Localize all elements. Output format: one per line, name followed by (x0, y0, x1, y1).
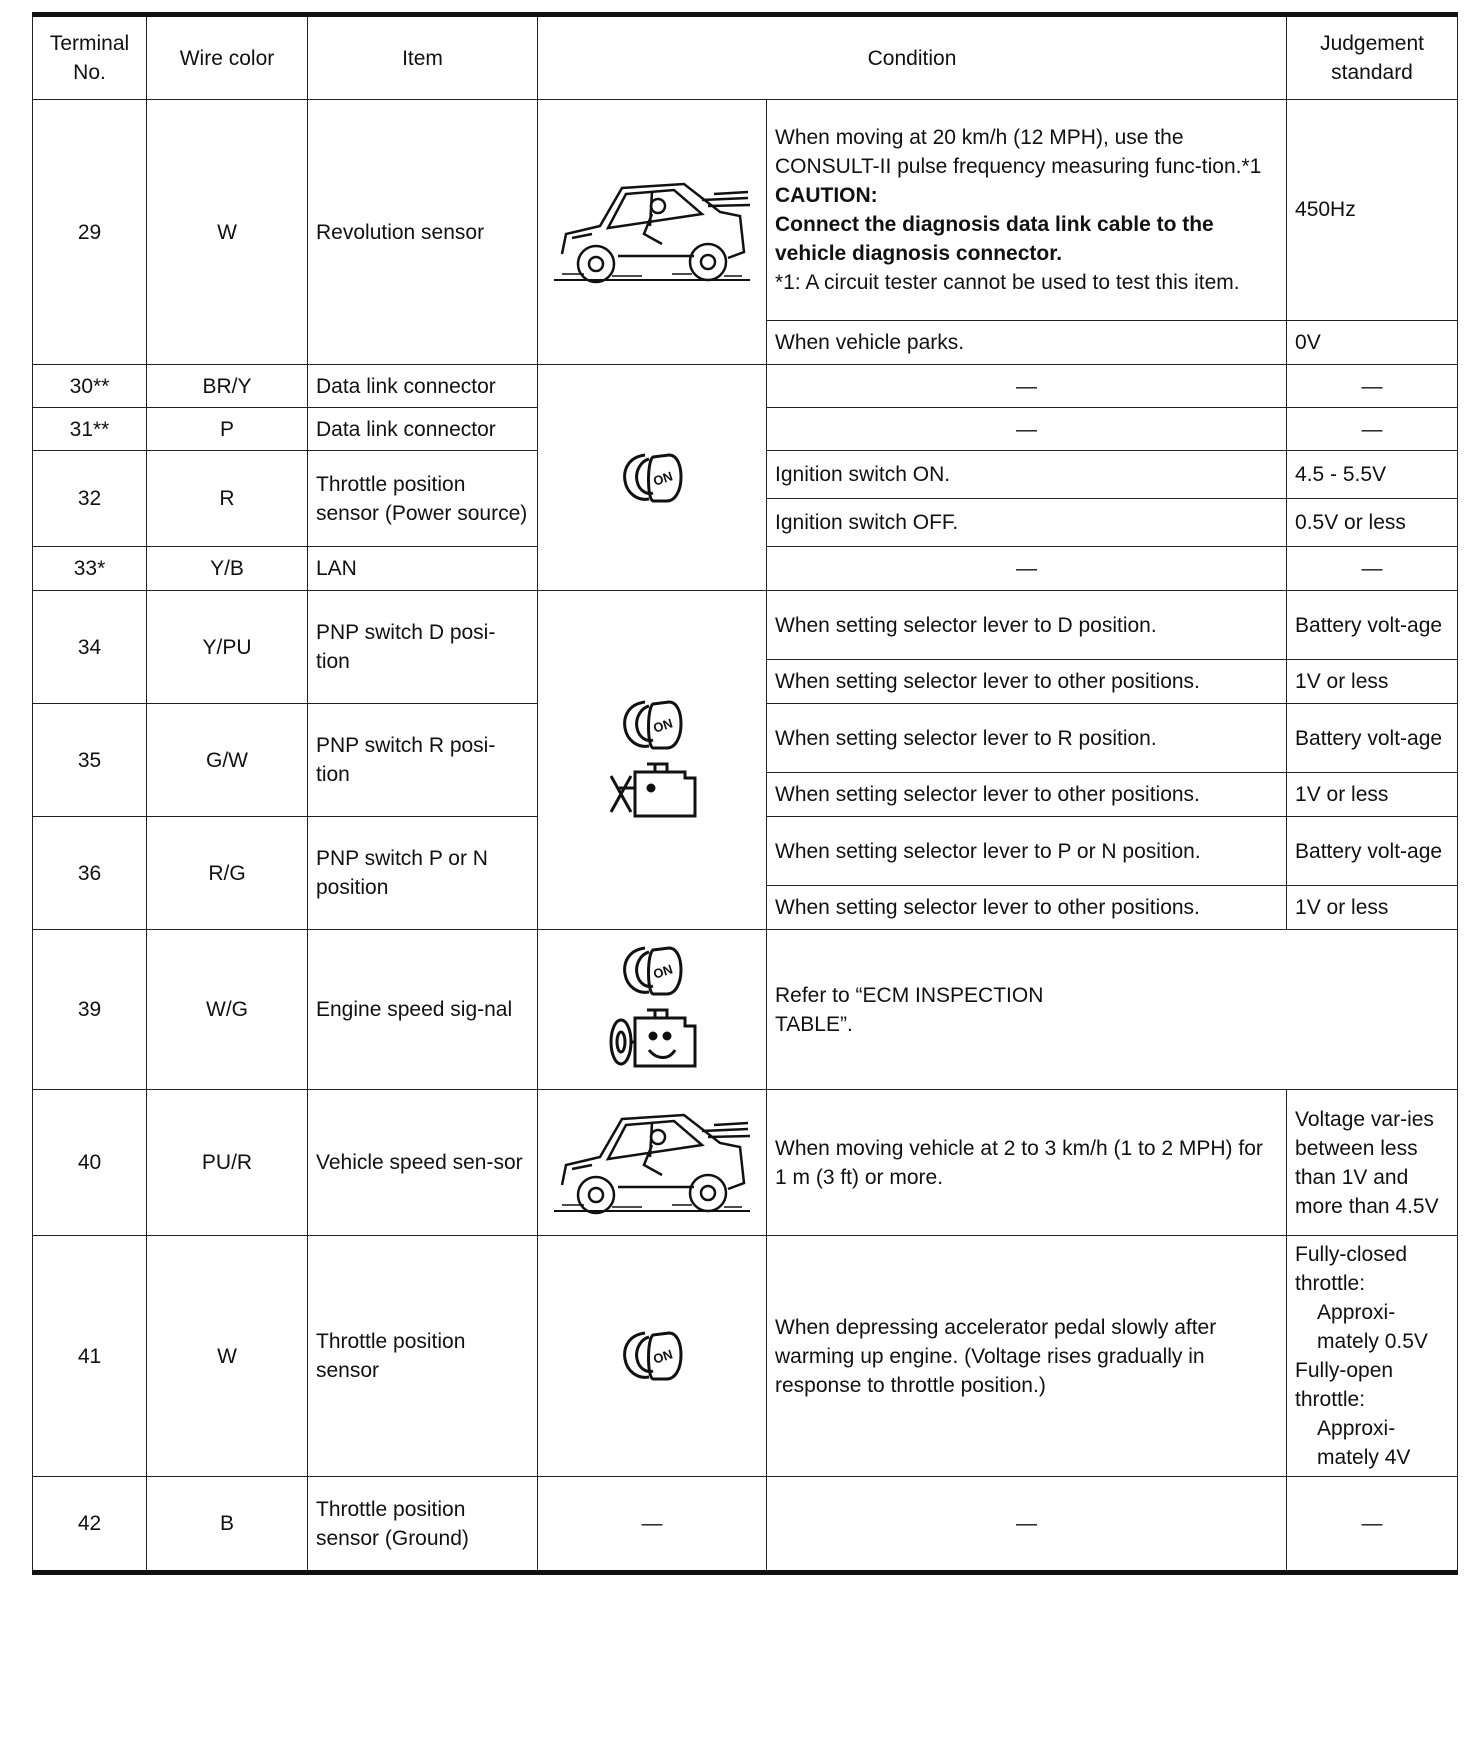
condition-text: When moving at 20 km/h (12 MPH), use the CONSULT-II pulse frequency measuring func-tion.*1 (775, 126, 1262, 178)
judgement-cell (1287, 1236, 1458, 1477)
item-cell: LAN (308, 547, 538, 591)
judgement-cell: 4.5 - 5.5V (1287, 451, 1458, 499)
judgement-cell: Battery volt-age (1287, 817, 1458, 886)
judgement-text: Fully-open throttle: (1295, 1359, 1394, 1411)
judgement-cell: 0.5V or less (1287, 499, 1458, 547)
svg-text:ON: ON (651, 960, 675, 982)
terminal-cell: 34 (33, 591, 147, 704)
judgement-text: Fully-closed throttle: (1295, 1243, 1408, 1295)
wire-color-cell: G/W (147, 704, 308, 817)
header-judgement: Judgement standard (1287, 15, 1458, 100)
header-row (33, 15, 1458, 100)
judgement-cell: 0V (1287, 321, 1458, 365)
caution-text: Connect the diagnosis data link cable to the vehicle diagnosis connector. (775, 213, 1214, 265)
terminal-cell: 42 (33, 1477, 147, 1573)
terminal-cell: 40 (33, 1090, 147, 1236)
wire-color-cell: W/G (147, 930, 308, 1090)
wire-color-cell: PU/R (147, 1090, 308, 1236)
item-cell: Throttle position sensor (Ground) (308, 1477, 538, 1573)
condition-cell (767, 930, 1458, 1090)
judgement-cell: 1V or less (1287, 886, 1458, 930)
driving-car-icon (552, 220, 752, 243)
condition-cell: When setting selector lever to other positions. (767, 886, 1287, 930)
condition-icon-cell: — (538, 1477, 767, 1573)
engine-stopped-icon (605, 777, 699, 800)
condition-cell: — (767, 408, 1287, 451)
judgement-cell: 450Hz (1287, 100, 1458, 321)
condition-cell: Ignition switch ON. (767, 451, 1287, 499)
condition-cell: When moving vehicle at 2 to 3 km/h (1 to 2 MPH) for 1 m (3 ft) or more. (767, 1090, 1287, 1236)
wire-color-cell: R (147, 451, 308, 547)
item-cell: Throttle position sensor (Power source) (308, 451, 538, 547)
condition-cell: When depressing accelerator pedal slowly after warming up engine. (Voltage rises gradually in response to throttle position.) (767, 1236, 1287, 1477)
condition-cell: When setting selector lever to R position. (767, 704, 1287, 773)
condition-cell: — (767, 365, 1287, 408)
item-cell: PNP switch P or N position (308, 817, 538, 930)
svg-text:ON: ON (651, 715, 675, 736)
condition-icon-cell (538, 591, 767, 930)
condition-cell: When vehicle parks. (767, 321, 1287, 365)
table-row (33, 930, 1458, 1090)
wire-color-cell: B (147, 1477, 308, 1573)
header-wire-color: Wire color (147, 15, 308, 100)
item-cell: Data link connector (308, 365, 538, 408)
judgement-cell: — (1287, 1477, 1458, 1573)
item-cell: Engine speed sig-nal (308, 930, 538, 1090)
driving-car-icon (552, 1150, 752, 1173)
judgement-cell: 1V or less (1287, 773, 1458, 817)
item-cell: Data link connector (308, 408, 538, 451)
item-cell: PNP switch D posi-tion (308, 591, 538, 704)
svg-text:ON: ON (651, 1346, 675, 1367)
item-cell: PNP switch R posi-tion (308, 704, 538, 817)
ignition-key-on-icon (619, 465, 685, 488)
caution-title: CAUTION: (775, 184, 878, 207)
ignition-key-on-icon (619, 713, 685, 736)
condition-cell: When setting selector lever to other positions. (767, 660, 1287, 704)
wire-color-cell: Y/B (147, 547, 308, 591)
condition-icon-cell (538, 365, 767, 591)
terminal-cell: 31** (33, 408, 147, 451)
engine-running-icon (605, 1026, 699, 1049)
condition-text: TABLE”. (775, 1012, 853, 1036)
judgement-cell: — (1287, 408, 1458, 451)
judgement-cell: Battery volt-age (1287, 704, 1458, 773)
table-row (33, 1477, 1458, 1573)
terminal-cell: 30** (33, 365, 147, 408)
svg-text:ON: ON (651, 467, 675, 489)
terminal-cell: 33* (33, 547, 147, 591)
ignition-key-on-icon (619, 1344, 685, 1367)
terminal-cell: 41 (33, 1236, 147, 1477)
judgement-text: Approxi-mately 0.5V (1317, 1301, 1428, 1353)
condition-icon-cell (538, 1236, 767, 1477)
judgement-cell: Battery volt-age (1287, 591, 1458, 660)
judgement-text: Approxi-mately 4V (1317, 1417, 1411, 1469)
judgement-cell: 1V or less (1287, 660, 1458, 704)
judgement-cell: — (1287, 547, 1458, 591)
terminal-cell: 29 (33, 100, 147, 365)
table-row (33, 365, 1458, 408)
header-terminal: Terminal No. (33, 15, 147, 100)
item-cell: Revolution sensor (308, 100, 538, 365)
terminal-cell: 32 (33, 451, 147, 547)
terminal-cell: 35 (33, 704, 147, 817)
condition-icon-cell (538, 930, 767, 1090)
judgement-cell: Voltage var-ies between less than 1V and more than 4.5V (1287, 1090, 1458, 1236)
terminal-cell: 39 (33, 930, 147, 1090)
condition-cell (767, 100, 1287, 321)
judgement-cell: — (1287, 365, 1458, 408)
terminal-table (32, 12, 1458, 1575)
condition-icon-cell (538, 1090, 767, 1236)
header-condition: Condition (538, 15, 1287, 100)
wire-color-cell: W (147, 100, 308, 365)
table-row (33, 1236, 1458, 1477)
wire-color-cell: P (147, 408, 308, 451)
item-cell: Vehicle speed sen-sor (308, 1090, 538, 1236)
condition-cell: When setting selector lever to D position. (767, 591, 1287, 660)
wire-color-cell: BR/Y (147, 365, 308, 408)
terminal-cell: 36 (33, 817, 147, 930)
item-cell: Throttle position sensor (308, 1236, 538, 1477)
wire-color-cell: Y/PU (147, 591, 308, 704)
ignition-key-on-icon (619, 958, 685, 981)
condition-text: Refer to “ECM INSPECTION (775, 983, 1044, 1007)
table-row (33, 100, 1458, 321)
header-item: Item (308, 15, 538, 100)
table-row (33, 591, 1458, 660)
condition-icon-cell (538, 100, 767, 365)
condition-cell: When setting selector lever to P or N position. (767, 817, 1287, 886)
condition-cell: — (767, 547, 1287, 591)
condition-cell: Ignition switch OFF. (767, 499, 1287, 547)
condition-cell: When setting selector lever to other positions. (767, 773, 1287, 817)
table-row (33, 1090, 1458, 1236)
wire-color-cell: W (147, 1236, 308, 1477)
condition-note: *1: A circuit tester cannot be used to test this item. (775, 271, 1240, 294)
condition-cell: — (767, 1477, 1287, 1573)
wire-color-cell: R/G (147, 817, 308, 930)
